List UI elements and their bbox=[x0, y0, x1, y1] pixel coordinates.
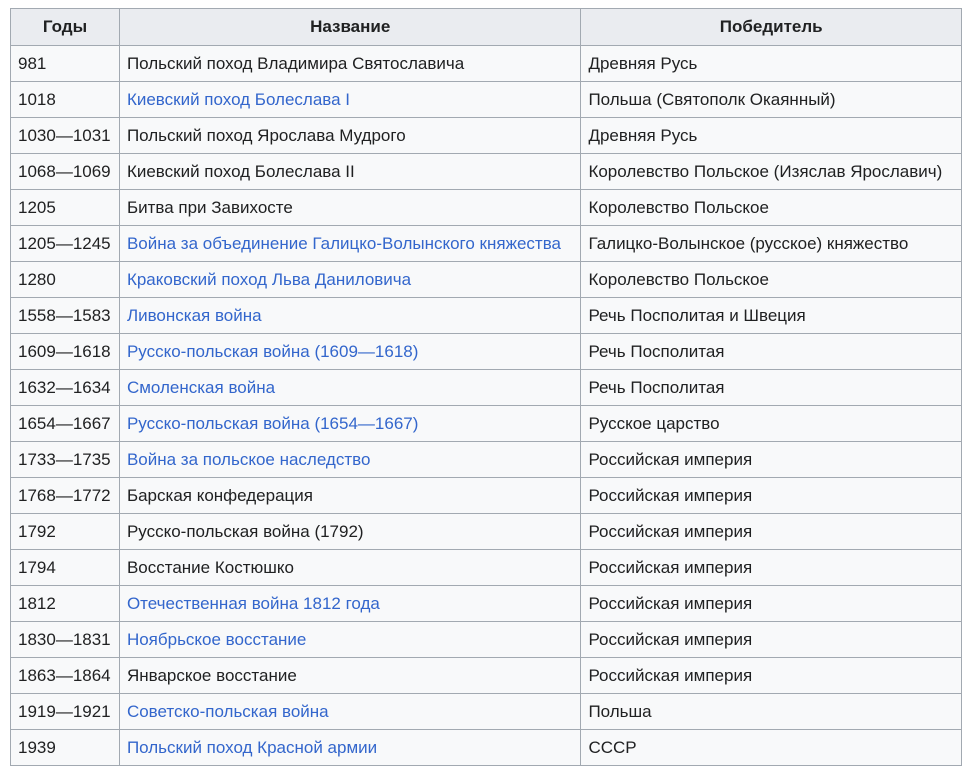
cell-years: 981 bbox=[11, 46, 120, 82]
war-link[interactable]: Русско-польская война (1609—1618) bbox=[126, 341, 419, 361]
cell-winner: Российская империя bbox=[581, 442, 962, 478]
war-link[interactable]: Ливонская война bbox=[126, 305, 262, 325]
cell-winner: Российская империя bbox=[581, 478, 962, 514]
table-row bbox=[11, 550, 962, 586]
table-row bbox=[11, 154, 962, 190]
table-row bbox=[11, 586, 962, 622]
table-row bbox=[11, 694, 962, 730]
cell-winner: Речь Посполитая bbox=[581, 370, 962, 406]
cell-winner: Российская империя bbox=[581, 550, 962, 586]
cell-winner: Речь Посполитая и Швеция bbox=[581, 298, 962, 334]
war-link[interactable]: Война за польское наследство bbox=[126, 449, 371, 469]
table-row bbox=[11, 370, 962, 406]
cell-years: 1794 bbox=[11, 550, 120, 586]
cell-winner: Русское царство bbox=[581, 406, 962, 442]
cell-winner: СССР bbox=[581, 730, 962, 766]
table-row bbox=[11, 190, 962, 226]
war-link[interactable]: Битва при Завихосте bbox=[126, 197, 293, 217]
cell-winner: Королевство Польское (Изяслав Ярославич) bbox=[581, 154, 962, 190]
cell-name bbox=[119, 730, 581, 766]
cell-winner: Польша (Святополк Окаянный) bbox=[581, 82, 962, 118]
cell-name bbox=[119, 334, 581, 370]
cell-winner: Речь Посполитая bbox=[581, 334, 962, 370]
cell-winner: Российская империя bbox=[581, 658, 962, 694]
cell-winner: Древняя Русь bbox=[581, 118, 962, 154]
cell-years: 1733—1735 bbox=[11, 442, 120, 478]
cell-years: 1068—1069 bbox=[11, 154, 120, 190]
war-link[interactable]: Ноябрьское восстание bbox=[126, 629, 307, 649]
table-row bbox=[11, 514, 962, 550]
table-row bbox=[11, 658, 962, 694]
cell-years: 1632—1634 bbox=[11, 370, 120, 406]
cell-name bbox=[119, 226, 581, 262]
header-winner[interactable]: Победитель bbox=[581, 9, 962, 46]
war-link[interactable]: Советско-польская война bbox=[126, 701, 329, 721]
war-link[interactable]: Восстание Костюшко bbox=[126, 557, 294, 577]
war-link[interactable]: Смоленская война bbox=[126, 377, 276, 397]
table-row bbox=[11, 406, 962, 442]
table-row bbox=[11, 442, 962, 478]
cell-years: 1018 bbox=[11, 82, 120, 118]
cell-winner: Древняя Русь bbox=[581, 46, 962, 82]
header-years[interactable]: Годы bbox=[11, 9, 120, 46]
war-link[interactable]: Барская конфедерация bbox=[126, 485, 313, 505]
header-row bbox=[11, 9, 962, 46]
cell-years: 1812 bbox=[11, 586, 120, 622]
cell-name bbox=[119, 550, 581, 586]
cell-name bbox=[119, 478, 581, 514]
cell-years: 1863—1864 bbox=[11, 658, 120, 694]
cell-name bbox=[119, 154, 581, 190]
cell-winner: Польша bbox=[581, 694, 962, 730]
table-row bbox=[11, 262, 962, 298]
table-row bbox=[11, 478, 962, 514]
cell-name bbox=[119, 406, 581, 442]
wars-table bbox=[10, 8, 962, 766]
war-link[interactable]: Польский поход Владимира Святославича bbox=[126, 53, 465, 73]
cell-name bbox=[119, 586, 581, 622]
cell-name bbox=[119, 514, 581, 550]
war-link[interactable]: Война за объединение Галицко-Волынского княжества bbox=[126, 233, 561, 253]
table-row bbox=[11, 46, 962, 82]
cell-years: 1205 bbox=[11, 190, 120, 226]
cell-name bbox=[119, 370, 581, 406]
cell-name bbox=[119, 694, 581, 730]
cell-years: 1919—1921 bbox=[11, 694, 120, 730]
cell-name bbox=[119, 262, 581, 298]
cell-years: 1030—1031 bbox=[11, 118, 120, 154]
cell-years: 1768—1772 bbox=[11, 478, 120, 514]
cell-winner: Российская империя bbox=[581, 586, 962, 622]
cell-years: 1654—1667 bbox=[11, 406, 120, 442]
cell-name bbox=[119, 622, 581, 658]
cell-winner: Российская империя bbox=[581, 514, 962, 550]
table-row bbox=[11, 730, 962, 766]
war-link[interactable]: Краковский поход Льва Даниловича bbox=[126, 269, 412, 289]
cell-name bbox=[119, 298, 581, 334]
cell-winner: Российская империя bbox=[581, 622, 962, 658]
cell-years: 1205—1245 bbox=[11, 226, 120, 262]
cell-name bbox=[119, 46, 581, 82]
war-link[interactable]: Киевский поход Болеслава II bbox=[126, 161, 355, 181]
cell-years: 1830—1831 bbox=[11, 622, 120, 658]
cell-years: 1792 bbox=[11, 514, 120, 550]
cell-years: 1558—1583 bbox=[11, 298, 120, 334]
cell-name bbox=[119, 658, 581, 694]
war-link[interactable]: Январское восстание bbox=[126, 665, 297, 685]
table-row bbox=[11, 82, 962, 118]
war-link[interactable]: Русско-польская война (1792) bbox=[126, 521, 364, 541]
war-link[interactable]: Киевский поход Болеслава I bbox=[126, 89, 351, 109]
cell-years: 1280 bbox=[11, 262, 120, 298]
cell-name bbox=[119, 118, 581, 154]
table-row bbox=[11, 334, 962, 370]
war-link[interactable]: Польский поход Ярослава Мудрого bbox=[126, 125, 406, 145]
cell-name bbox=[119, 442, 581, 478]
cell-winner: Королевство Польское bbox=[581, 262, 962, 298]
cell-name bbox=[119, 82, 581, 118]
cell-winner: Королевство Польское bbox=[581, 190, 962, 226]
table-row bbox=[11, 622, 962, 658]
table-row bbox=[11, 298, 962, 334]
cell-years: 1939 bbox=[11, 730, 120, 766]
cell-name bbox=[119, 190, 581, 226]
cell-winner: Галицко-Волынское (русское) княжество bbox=[581, 226, 962, 262]
header-name[interactable]: Название bbox=[119, 9, 581, 46]
cell-years: 1609—1618 bbox=[11, 334, 120, 370]
war-link[interactable]: Отечественная война 1812 года bbox=[126, 593, 380, 613]
war-link[interactable]: Русско-польская война (1654—1667) bbox=[126, 413, 419, 433]
war-link[interactable]: Польский поход Красной армии bbox=[126, 737, 378, 757]
table-row bbox=[11, 118, 962, 154]
table-row bbox=[11, 226, 962, 262]
